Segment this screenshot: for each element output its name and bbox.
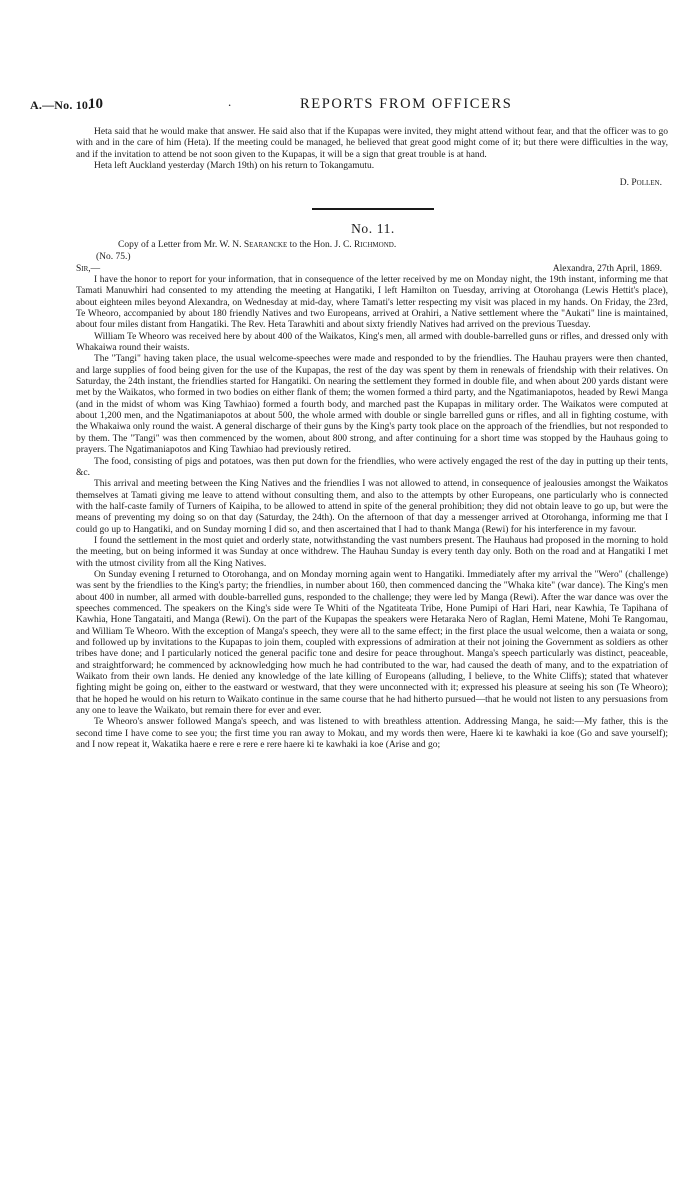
recipient-name: Richmond. bbox=[354, 240, 397, 250]
letter-reference: (No. 75.) bbox=[96, 252, 131, 262]
paragraph: I have the honor to report for your information, that in consequence of the letter received by me on Monday night, the 19th instant, informing me that Tamati Manuwhiri had consented to my attending the meeting at Hangatiki, I left Hamilton on Tuesday, arriving at Otorohanga (Lewis Hettit's place), about eighteen miles beyond Alexandra, on Wednesday at mid-day, where Tamati's letter respecting my visit was placed in my hands. On Friday, the 23rd, Te Wheoro, accompanied by about 180 friendly Natives and two Europeans, arrived at Orahiri, a Native settlement where the "Aukati" line is maintained, about four miles distant from Hangatiki. The Rev. Heta Tarawhiti and about sixty friendly Natives had arrived on the previous Tuesday. bbox=[76, 275, 668, 331]
document-number: A.—No. 10. bbox=[30, 98, 92, 112]
intro-text bbox=[76, 127, 668, 172]
paragraph: The "Tangi" having taken place, the usual welcome-speeches were made and responded to by the friendlies. The Hauhau prayers were then chanted, and large supplies of food being given for the use of the Kupapas, the rest of the day was spent by them in renewals of friendship with their relatives. On Saturday, the 24th instant, the friendlies started for Hangatiki. On nearing the settlement they formed in double file, and when about 200 yards distant were met by the Waikatos, who formed in two bodies on either flank of them; the women formed a third party, and the Ngatimaniapotos, headed by Rewi Manga (and in the midst of whom was King Tawhiao) formed a fourth body, and marched past the Kupapas in military order. The Waikatos were computed at about 1,200 men, and the Ngatimaniapotos at about 500, the whole armed with double or single barrelled guns or rifles, and all in fighting costume, with the Whakaiwa only round the waist. A general discharge of their guns by the King's party took place on the approach of the friendlies, but not responded to by them. The "Tangi" was then commenced by the women, about 800 strong, and after continuing for a short time was stopped by the Hauhaus going to prayers. The Ngatimaniapotos and King Tawhiao had previously retired. bbox=[76, 354, 668, 456]
section-divider bbox=[312, 208, 434, 210]
running-header bbox=[30, 94, 666, 118]
paragraph: I found the settlement in the most quiet and orderly state, notwithstanding the vast numbers present. The Hauhaus had proposed in the morning to hold the meeting, but on being informed it was Sunday at once withdrew. The Hauhau Sunday is every tenth day only. Both on the road and at Hangatiki I met with the utmost civility from all the King Natives. bbox=[76, 535, 668, 569]
subhead-middle: to the Hon. J. C. bbox=[289, 240, 352, 250]
subhead-prefix: Copy of a Letter from Mr. W. N. bbox=[118, 240, 242, 250]
salutation-text: Sir,— bbox=[76, 264, 101, 274]
sender-name: Searancke bbox=[243, 240, 288, 250]
paragraph: Heta left Auckland yesterday (March 19th) on his return to Tokangamutu. bbox=[94, 161, 375, 172]
paragraph: Te Wheoro's answer followed Manga's speech, and was listened to with breathless attention. Addressing Manga, he said:—My father, this is the second time I have come to see you; the first time you ran away to Mokau, and my words then were, Haere ki te kawhaki ia koe (Go and save yourself); and I now repeat it, Wakatika haere e rere e rere e rere haere ki te kawhaki ia koe (Arise and go; bbox=[76, 717, 668, 751]
header-separator: . bbox=[228, 94, 232, 109]
signature: D. Pollen. bbox=[619, 178, 662, 188]
section-title: No. 11. bbox=[351, 221, 395, 236]
letter-subheading bbox=[118, 240, 396, 250]
letter-date: Alexandra, 27th April, 1869. bbox=[552, 264, 662, 274]
paragraph: Heta said that he would make that answer. He said also that if the Kupapas were invited, they might attend without fear, and that the officer was to go with and in the care of him (Heta). If the meeting could be managed, he believed that great good might come of it; but there were difficulties in the way, and if the invitation to attend be not soon given to the Kupapas, it will be a sign that great trouble is at hand. bbox=[76, 127, 668, 160]
letter-body bbox=[76, 275, 668, 751]
paragraph: This arrival and meeting between the King Natives and the friendlies I was not allowed to attend, in consequence of jealousies amongst the Waikatos themselves at Tamati giving me leave to attend without consulting them, and also to the attempts by other Europeans, one particularly who is connected with the half-caste family of Turners of Kaipiha, to be allowed to attend in spite of the general prohibition; they did not obtain leave to go up, but were the means of preventing my doing so on that day (Saturday, the 24th). On the afternoon of that day a messenger arrived at Otorohanga, informing me that I could go up to Hangatiki, and on Sunday morning I did so, and then ascertained that I had to thank Manga (Rewi) for his interference in my favour. bbox=[76, 479, 668, 535]
page-number: 10 bbox=[88, 96, 103, 112]
paragraph: On Sunday evening I returned to Otorohanga, and on Monday morning again went to Hangatiki. Immediately after my arrival the "Wero" (challenge) was sent by the friendlies to the King's party; the friendlies, in number about 160, then commenced dancing the "Whaka kite" (war dance). The King's men about 400 in number, all armed with double-barrelled guns, responded to the challenge; they were led by Manga (Rewi). After the war dance was over the speeches commenced. The speakers on the King's side were Te Whiti of the Ngatiteata Tribe, Hone Pumipi of Hari Hari, near Kawhia, Te Tapihana of Kawhia, Hone Tangataiti, and Manga (Rewi). On the part of the Kupapas the speakers were Hetaraka Nero of Raglan, Hemi Matene, Mohi Te Rangomau, and William Te Wheoro. With the exception of Manga's speech, they were all to the same effect; in the first place the usual welcome, then a waiata or song, and followed up by invitations to the Kupapas to join them, coupled with expressions of admiration at their not joining the Government as soldiers as other tribes have done; and I particularly noticed the general pacific tone and desire for peace throughout. Manga's speech particularly was distinct, peaceable, and straightforward; he commenced by acknowledging how much he had contributed to the war, had caused the death of many, and to the expatriation of Waikato from their own lands. He denied any knowledge of the late killing of Europeans (alluding, I believe, to the White Cliffs); stated that whatever fighting might be going on, either to the eastward or westward, that they were unconnected with it; expressed his pleasure at seeing his son (Te Wheoro); that he hoped he would on his return to Waikato continue in the same course that he had hitherto pursued—that he would not listen to any persuasions from any one to leave the Waikato, but remain there for ever and ever. bbox=[76, 569, 668, 717]
salutation bbox=[76, 264, 100, 274]
paragraph: The food, consisting of pigs and potatoes, was then put down for the friendlies, who were actively engaged the rest of the day in putting up their tents, &c. bbox=[76, 456, 668, 478]
running-title: REPORTS FROM OFFICERS bbox=[300, 96, 513, 112]
paragraph: William Te Wheoro was received here by about 400 of the Waikatos, King's men, all armed with double-barrelled guns or rifles, and dressed only with Whakaiwa round their waists. bbox=[76, 331, 668, 354]
